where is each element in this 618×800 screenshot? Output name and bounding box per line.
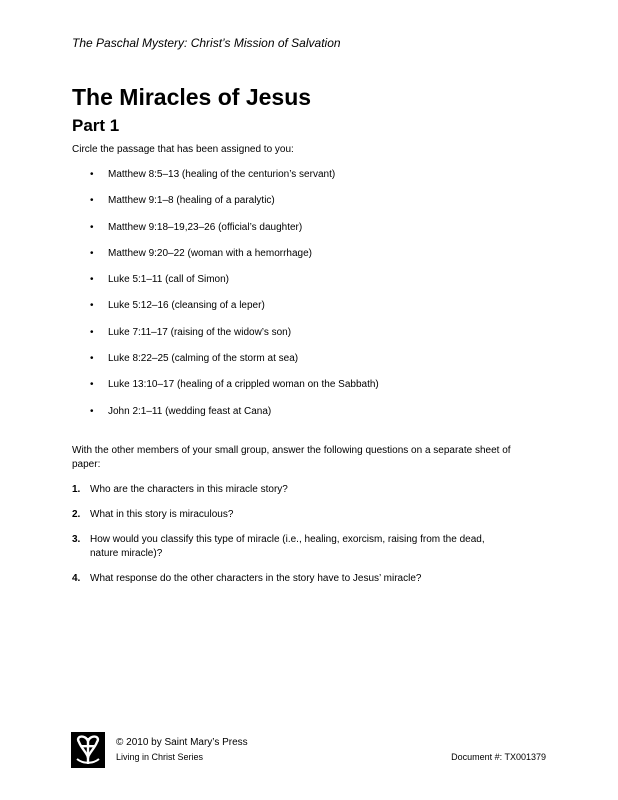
list-item — [90, 402, 379, 428]
passage-text: Luke 5:12–16 (cleansing of a leper) — [108, 300, 265, 312]
bullet-icon: • — [90, 274, 94, 286]
group-instructions: With the other members of your small group, answer the following questions on a separate sheet of paper: — [72, 445, 511, 470]
passage-list — [90, 165, 379, 428]
list-item — [90, 270, 379, 296]
passage-text: Matthew 8:5–13 (healing of the centurion’s servant) — [108, 169, 336, 180]
passage-text: John 2:1–11 (wedding feast at Cana) — [108, 405, 272, 417]
question-item — [72, 533, 512, 561]
question-item — [72, 572, 512, 586]
bullet-icon: • — [90, 300, 94, 312]
list-item — [90, 244, 379, 270]
copyright-text: © 2010 by Saint Mary’s Press — [116, 737, 248, 748]
bullet-icon: • — [90, 405, 94, 417]
passage-text: Luke 8:22–25 (calming of the storm at sea) — [108, 353, 299, 365]
question-number: 4. — [72, 573, 81, 584]
bullet-icon: • — [90, 379, 94, 391]
list-item — [90, 323, 379, 349]
part-heading: Part 1 — [72, 116, 120, 135]
series-title: The Paschal Mystery: Christ’s Mission of Salvation — [72, 36, 341, 50]
bullet-icon: • — [90, 221, 94, 233]
question-text: How would you classify this type of miracle (i.e., healing, exorcism, raising from the dead, nature miracle)? — [90, 534, 485, 559]
list-item — [90, 296, 379, 322]
question-list — [72, 483, 512, 597]
question-number: 1. — [72, 484, 81, 495]
passage-text: Matthew 9:1–8 (healing of a paralytic) — [108, 195, 275, 207]
list-item — [90, 218, 379, 244]
question-item — [72, 508, 512, 522]
question-text: What response do the other characters in the story have to Jesus’ miracle? — [90, 573, 422, 584]
passage-text: Luke 7:11–17 (raising of the widow’s son) — [108, 326, 292, 338]
passage-text: Matthew 9:20–22 (woman with a hemorrhage) — [108, 247, 312, 259]
instruction-text: Circle the passage that has been assigned to you: — [72, 144, 294, 155]
list-item — [90, 165, 379, 191]
bullet-icon: • — [90, 326, 94, 338]
question-number: 2. — [72, 509, 81, 520]
question-text: What in this story is miraculous? — [90, 509, 234, 520]
saint-marys-press-logo-icon — [71, 732, 105, 768]
question-number: 3. — [72, 534, 81, 545]
bullet-icon: • — [90, 247, 94, 259]
question-text: Who are the characters in this miracle story? — [90, 484, 288, 495]
passage-text: Luke 5:1–11 (call of Simon) — [108, 274, 229, 286]
document-number: Document #: TX001379 — [451, 752, 546, 762]
question-item — [72, 483, 512, 497]
passage-text: Matthew 9:18–19,23–26 (official’s daughter) — [108, 221, 303, 233]
list-item — [90, 191, 379, 217]
passage-text: Luke 13:10–17 (healing of a crippled woman on the Sabbath) — [108, 379, 379, 391]
bullet-icon: • — [90, 353, 94, 365]
bullet-icon: • — [90, 195, 94, 207]
bullet-icon: • — [90, 169, 94, 180]
list-item — [90, 375, 379, 401]
page-title: The Miracles of Jesus — [72, 84, 312, 110]
list-item — [90, 349, 379, 375]
series-name: Living in Christ Series — [116, 752, 204, 762]
